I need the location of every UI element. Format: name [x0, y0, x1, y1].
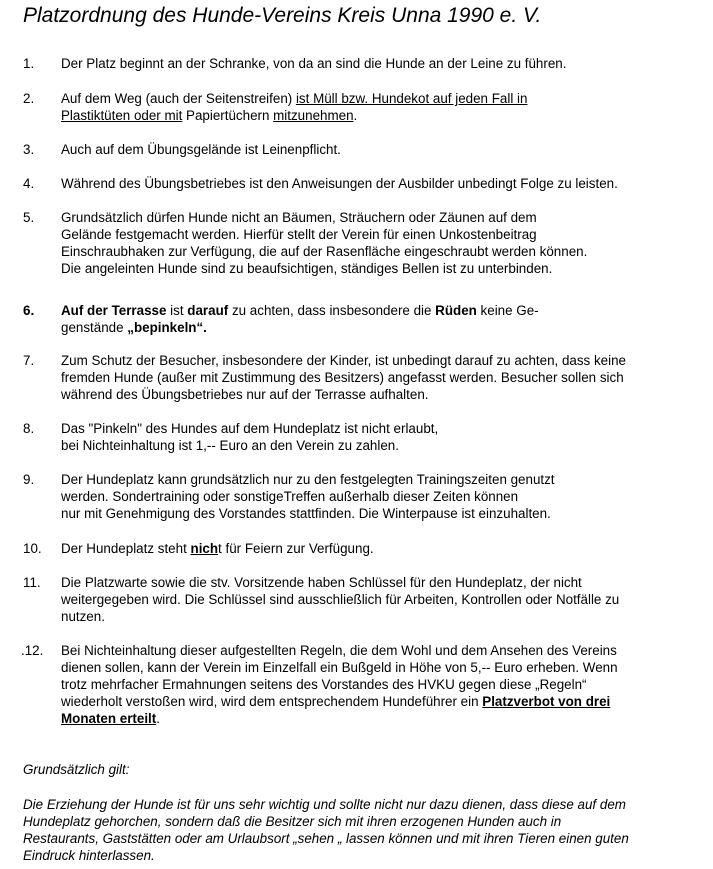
- rule-text-line: Grundsätzlich dürfen Hunde nicht an Bäumen, Sträuchern oder Zäunen auf dem: [61, 210, 537, 225]
- rule-text: [61, 175, 711, 192]
- rule-text: [61, 55, 711, 72]
- rule-text-segment: genstände: [61, 320, 128, 335]
- bold-text: Rüden: [435, 303, 477, 318]
- rule-text-line: dienen sollen, kann der Verein im Einzelfall ein Bußgeld in Höhe von 5,-- Euro erheben. Wenn: [61, 660, 618, 675]
- underlined-text: ist Müll bzw. Hundekot auf jeden Fall in: [295, 91, 528, 106]
- underlined-text: Plastiktüten oder mit: [61, 108, 183, 123]
- rule-text-line: Gelände festgemacht werden. Hierfür stellt der Verein für einen Unkostenbeitrag: [61, 227, 537, 242]
- rule-number: 2.: [23, 91, 35, 106]
- rule-text-line: Das "Pinkeln" des Hundes auf dem Hundeplatz ist nicht erlaubt,: [61, 421, 439, 436]
- rule-text-line: Der Hundeplatz kann grundsätzlich nur zu den festgelegten Trainingszeiten genutzt: [61, 472, 555, 487]
- rule-number: 5.: [23, 210, 35, 225]
- rule-text-line: werden. Sondertraining oder sonstigeTreffen außerhalb dieser Zeiten können: [61, 489, 519, 504]
- rule-text: [61, 141, 711, 158]
- rule-text-segment: keine Ge-: [476, 303, 539, 318]
- rule-number: 9.: [23, 472, 35, 487]
- rule-text-segment: t für Feiern zur Verfügung.: [218, 541, 374, 556]
- bold-text: „bepinkeln“.: [127, 320, 207, 335]
- rule-number: 8.: [23, 421, 35, 436]
- rule-text-line: weitergegeben wird. Die Schlüssel sind ausschließlich für Arbeiten, Kontrollen oder Notfälle zu: [61, 592, 620, 607]
- footer-line: Restaurants, Gaststätten oder am Urlaubsort „sehen „ lassen können und mit ihren Tieren einen guten: [23, 831, 629, 846]
- bold-text: darauf: [187, 303, 229, 318]
- rule-number: 10.: [23, 541, 42, 556]
- rule-text-line: Bei Nichteinhaltung dieser aufgestellten Regeln, die dem Wohl und dem Ansehen des Vereins: [61, 643, 617, 658]
- rule-number: 11.: [23, 575, 41, 590]
- footer-paragraph: [23, 796, 713, 864]
- rule-text-segment: wiederholt verstoßen wird, wird dem entsprechendem Hundeführer ein: [61, 694, 483, 709]
- underlined-text: mitzunehmen: [273, 108, 354, 123]
- rule-text: [61, 642, 711, 727]
- rule-text-line: bei Nichteinhaltung ist 1,-- Euro an den Verein zu zahlen.: [61, 438, 399, 453]
- rule-number: 4.: [23, 176, 35, 191]
- rule-text-line: fremden Hunde (außer mit Zustimmung des Besitzers) angefasst werden. Besucher sollen sich: [61, 370, 624, 385]
- rule-text-line: Die Platzwarte sowie die stv. Vorsitzende haben Schlüssel für den Hundeplatz, der nicht: [61, 575, 582, 590]
- rule-text: [61, 90, 711, 124]
- rule-text-segment: Der Hundeplatz steht: [61, 541, 191, 556]
- rule-text-line: während des Übungsbetriebes nur auf der Terrasse aufhalten.: [61, 387, 429, 402]
- rule-number: 7.: [23, 353, 35, 368]
- rule-text: [61, 420, 711, 454]
- rule-text-segment: Der Platz beginnt an der Schranke, von da an sind die Hunde an der Leine zu führen.: [61, 56, 567, 71]
- rule-text-segment: zu achten, dass insbesondere die: [228, 303, 436, 318]
- footer-line: Hundeplatz gehorchen, sondern daß die Besitzer sich mit ihren erzogenen Hunden auch in: [23, 814, 562, 829]
- rule-text-segment: .: [156, 711, 160, 726]
- rule-text-segment: Papiertüchern: [182, 108, 274, 123]
- rule-number: 1.: [23, 56, 35, 71]
- rule-text-segment: Auch auf dem Übungsgelände ist Leinenpflicht.: [61, 142, 341, 157]
- page-title: Platzordnung des Hunde-Vereins Kreis Unna 1990 e. V.: [23, 4, 542, 27]
- bold-text: Auf der Terrasse: [61, 303, 167, 318]
- rule-text: [61, 574, 711, 625]
- rule-text-segment: Während des Übungsbetriebes ist den Anweisungen der Ausbilder unbedingt Folge zu leisten.: [61, 176, 618, 191]
- rule-text-segment: ist: [166, 303, 188, 318]
- rule-text-line: Einschraubhaken zur Verfügung, die auf der Rasenfläche eingeschraubt werden können.: [61, 244, 588, 259]
- rule-text-line: Zum Schutz der Besucher, insbesondere der Kinder, ist unbedingt darauf zu achten, dass keine: [61, 353, 626, 368]
- rule-text-line: trotz mehrfacher Ermahnungen seitens des Vorstandes des HVKU gegen diese „Regeln“: [61, 677, 587, 692]
- rule-text-line: nutzen.: [61, 609, 105, 624]
- rule-text-line: nur mit Genehmigung des Vorstandes stattfinden. Die Winterpause ist einzuhalten.: [61, 506, 551, 521]
- footer-line: Eindruck hinterlassen.: [23, 848, 155, 863]
- rule-text: [61, 209, 711, 277]
- footer-line: Die Erziehung der Hunde ist für uns sehr wichtig und sollte nicht nur dazu dienen, dass diese auf dem: [23, 797, 626, 812]
- rule-number: .12.: [21, 643, 44, 658]
- rule-text: [61, 471, 711, 522]
- bold-underlined-text: nich: [190, 541, 219, 556]
- rule-number: 3.: [23, 142, 35, 157]
- rule-text-segment: .: [353, 108, 358, 123]
- rule-text: [61, 352, 711, 403]
- rule-text: [61, 540, 711, 557]
- rule-text-line: Die angeleinten Hunde sind zu beaufsichtigen, ständiges Bellen ist zu unterbinden.: [61, 261, 553, 276]
- bold-underlined-text: Platzverbot von drei: [482, 694, 611, 709]
- rule-text: [61, 302, 711, 336]
- bold-underlined-text: Monaten erteilt: [61, 711, 157, 726]
- footer-heading: Grundsätzlich gilt:: [23, 762, 130, 777]
- rule-text-segment: Auf dem Weg (auch der Seitenstreifen): [61, 91, 296, 106]
- rule-number: 6.: [23, 303, 35, 318]
